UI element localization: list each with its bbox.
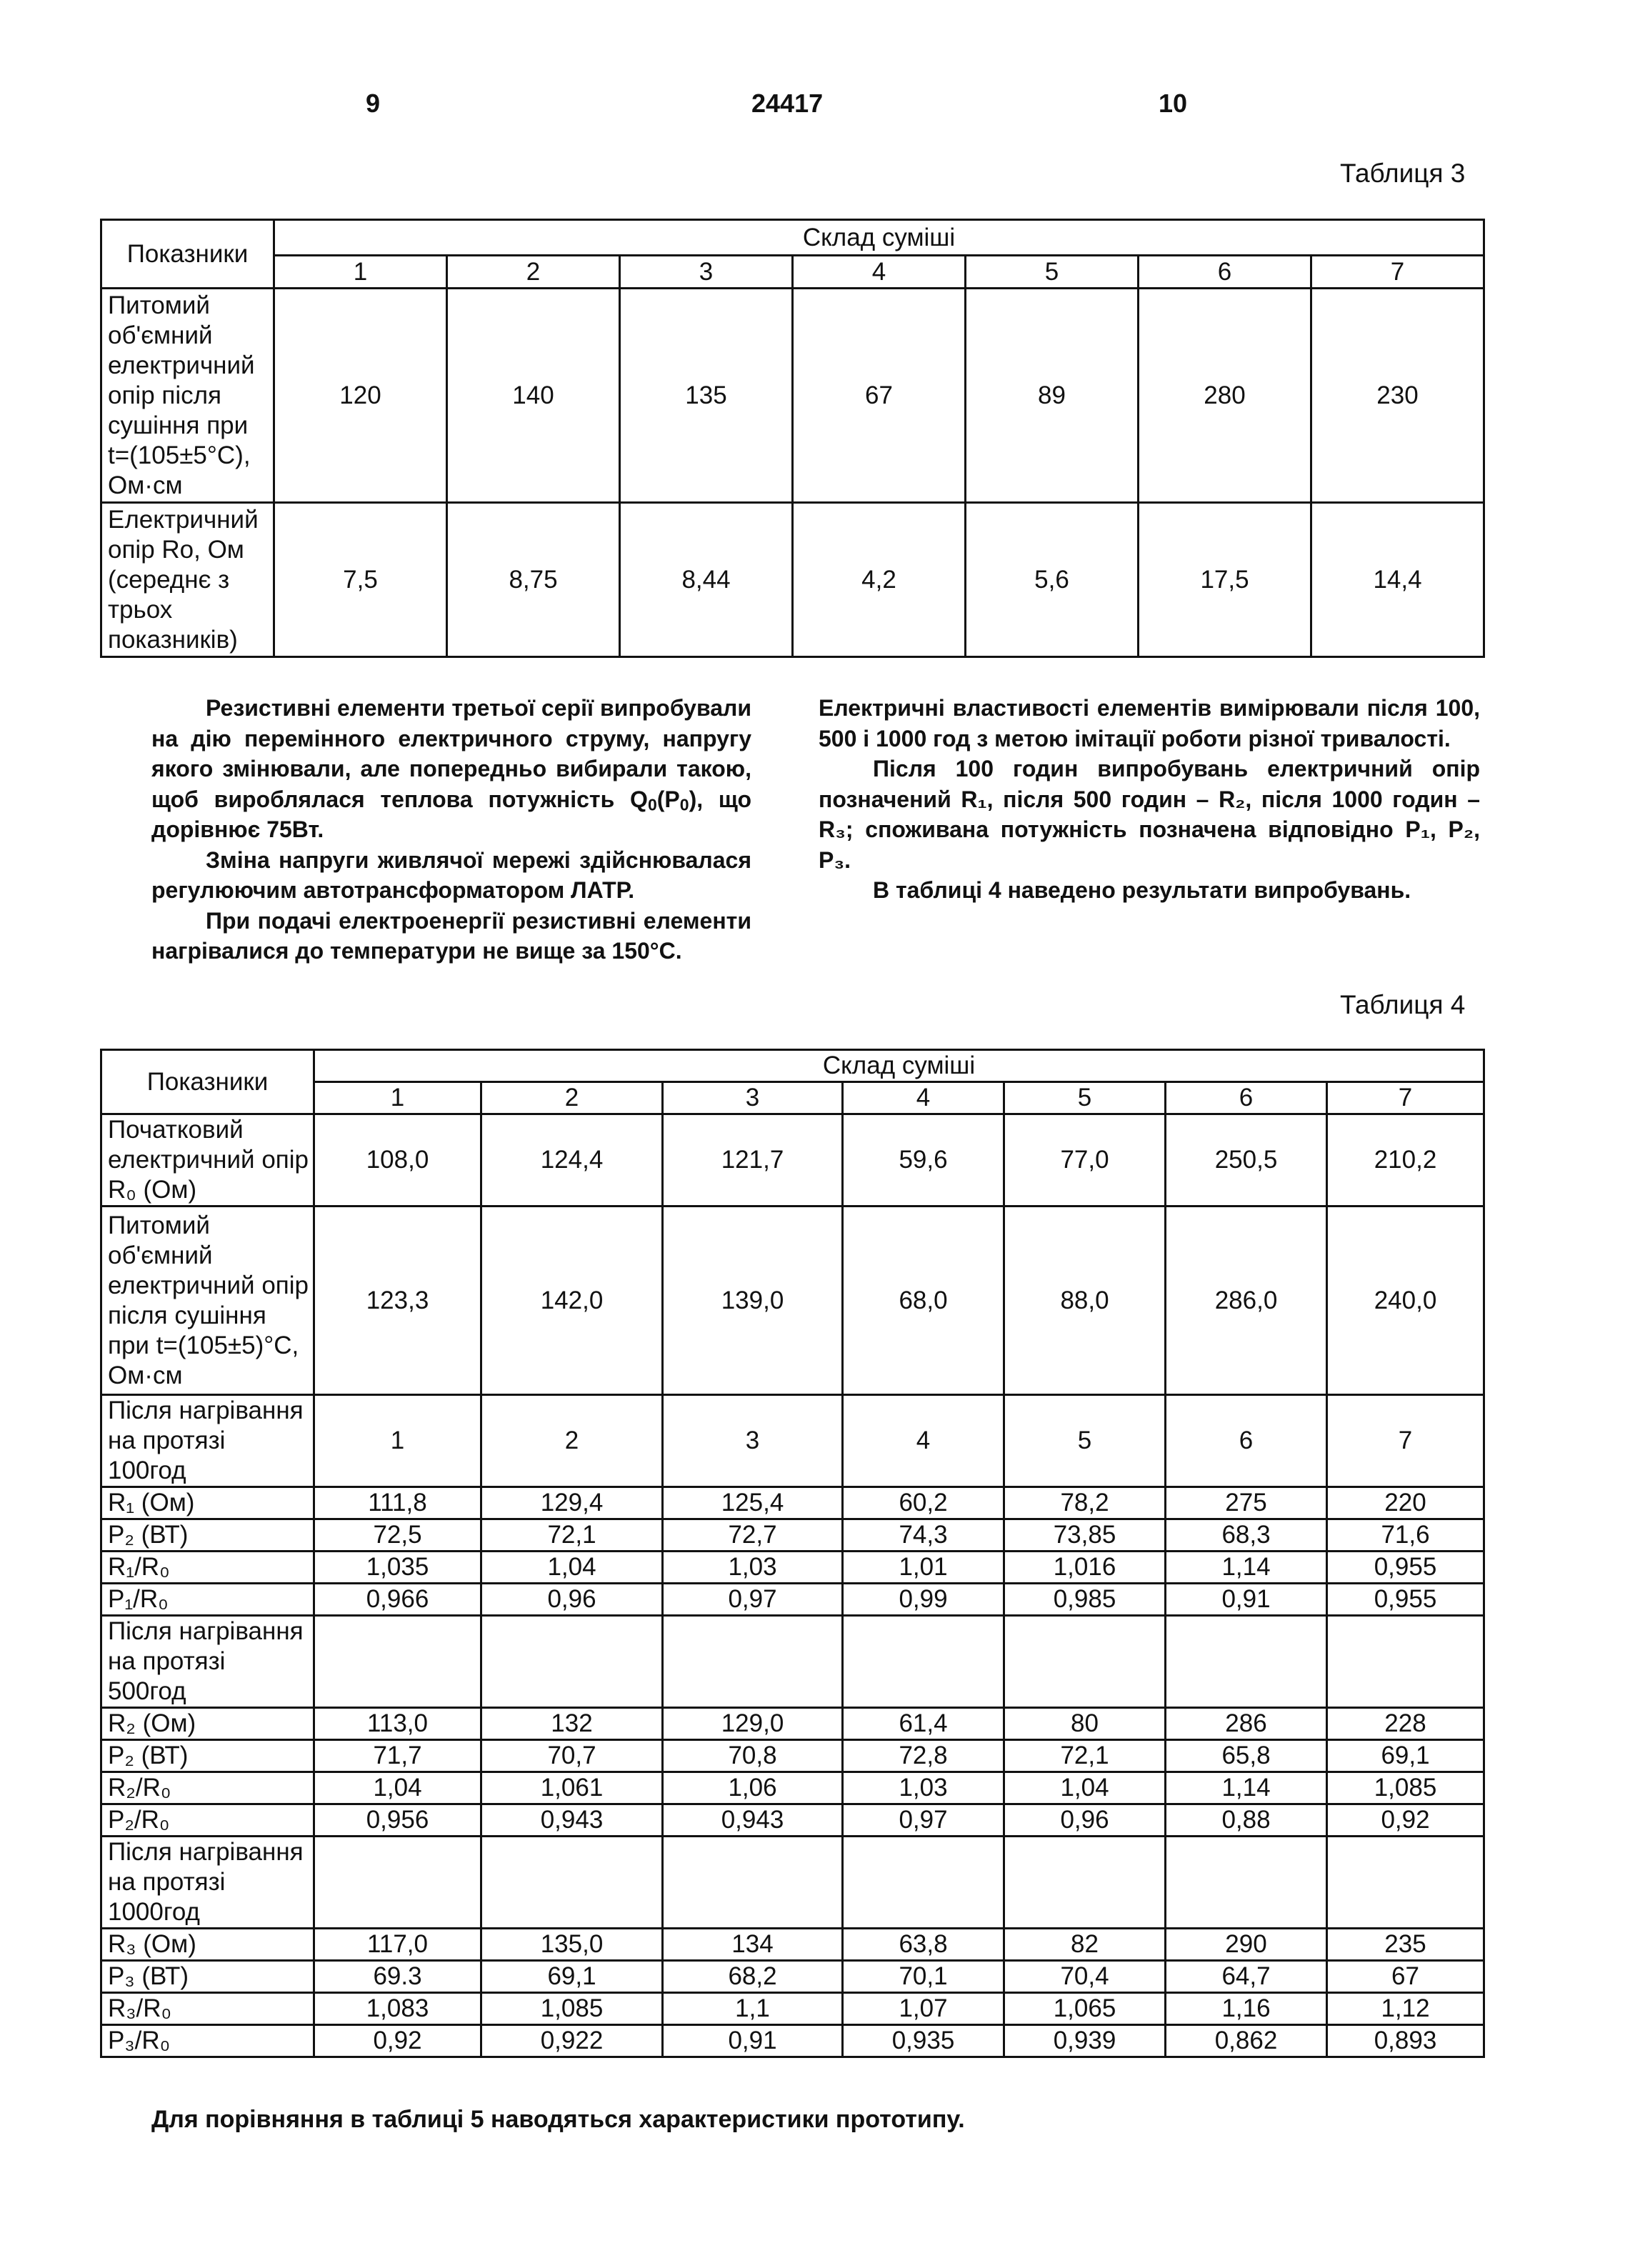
table4-cell	[1166, 1837, 1327, 1929]
table4-cell: 68,2	[663, 1961, 843, 1993]
paragraph-text: (P	[656, 786, 680, 812]
table4-cell: 78,2	[1004, 1487, 1166, 1519]
table4-cell: 0,96	[481, 1584, 663, 1616]
subscript: 0	[679, 795, 689, 814]
table4-cell: 69,1	[481, 1961, 663, 1993]
table4-row	[101, 1961, 1484, 1993]
table4-col-header: 5	[1004, 1082, 1166, 1114]
table4-cell: 286	[1166, 1708, 1327, 1740]
table4-cell: 290	[1166, 1929, 1327, 1961]
table4-cell: 124,4	[481, 1114, 663, 1207]
table4-row	[101, 1929, 1484, 1961]
table4-cell: 0,91	[663, 2025, 843, 2057]
table4-cell	[1327, 1616, 1484, 1708]
table4-cell: 0,96	[1004, 1804, 1166, 1837]
table4-cell: 88,0	[1004, 1207, 1166, 1395]
table4-cell: 64,7	[1166, 1961, 1327, 1993]
table4-row	[101, 1804, 1484, 1837]
table4-cell	[663, 1616, 843, 1708]
table4-cell: 123,3	[314, 1207, 481, 1395]
table4-cell: 1,04	[1004, 1772, 1166, 1804]
table4-cell: 142,0	[481, 1207, 663, 1395]
table4-row-label: R₂/R₀	[101, 1772, 314, 1804]
page-number-right: 10	[1159, 89, 1188, 118]
table4-cell: 72,7	[663, 1519, 843, 1552]
table3-cell: 5,6	[966, 503, 1139, 657]
table4-cell	[314, 1837, 481, 1929]
table4-cell: 1,04	[481, 1552, 663, 1584]
paragraph: Зміна напруги живлячої мережі здійснювалася регулюючим автотрансформатором ЛАТР.	[151, 846, 751, 903]
table4-cell: 0,92	[1327, 1804, 1484, 1837]
table4-row-label: P₃/R₀	[101, 2025, 314, 2057]
table4-row-label: Після нагрівання на протязі 100год	[101, 1395, 314, 1487]
table4-cell: 0,922	[481, 2025, 663, 2057]
table4-cell: 0,893	[1327, 2025, 1484, 2057]
table4-cell: 71,7	[314, 1740, 481, 1772]
table4-cell: 0,91	[1166, 1584, 1327, 1616]
patent-number: 24417	[751, 89, 824, 118]
paragraph: Після 100 годин випробувань електричний опір позначений R₁, після 500 годин – R₂, після 1000 годин – R₃; споживана потужність позначена відповідно P₁, P₂, P₃.	[819, 756, 1480, 873]
table4-cell: 1,14	[1166, 1772, 1327, 1804]
table3-cell: 135	[620, 289, 793, 503]
table4-cell	[481, 1837, 663, 1929]
table4-cell: 72,1	[481, 1519, 663, 1552]
paragraph: При подачі електроенергії резистивні елементи нагрівалися до температури не вище за 150°С.	[151, 907, 751, 964]
table4-row-label: Після нагрівання на протязі 500год	[101, 1616, 314, 1708]
text-column-right	[819, 693, 1480, 906]
table4-row	[101, 2025, 1484, 2057]
table4-cell: 1,03	[663, 1552, 843, 1584]
table4-cell: 1,061	[481, 1772, 663, 1804]
table4-cell: 235	[1327, 1929, 1484, 1961]
table4-col-header: 7	[1327, 1082, 1484, 1114]
table4-row-label: Питомий об'ємний електричний опір після сушіння при t=(105±5)°С, Ом·см	[101, 1207, 314, 1395]
table4-cell: 63,8	[843, 1929, 1004, 1961]
table3-cell: 140	[447, 289, 620, 503]
table4-cell: 68,0	[843, 1207, 1004, 1395]
table4-row-label: Початковий електричний опір R₀ (Ом)	[101, 1114, 314, 1207]
table4-cell: 70,7	[481, 1740, 663, 1772]
table4-cell: 60,2	[843, 1487, 1004, 1519]
table4-row	[101, 1207, 1484, 1395]
table4-row	[101, 1519, 1484, 1552]
table3-cell: 7,5	[274, 503, 447, 657]
table4-row	[101, 1740, 1484, 1772]
table3-indicators-header: Показники	[101, 220, 274, 289]
table4-cell: 0,935	[843, 2025, 1004, 2057]
table4-cell: 70,1	[843, 1961, 1004, 1993]
table3-cell: 89	[966, 289, 1139, 503]
table4-cell: 132	[481, 1708, 663, 1740]
table4-cell: 0,985	[1004, 1584, 1166, 1616]
table3-col-header: 2	[447, 256, 620, 289]
table4-cell: 1,035	[314, 1552, 481, 1584]
table4-cell: 70,4	[1004, 1961, 1166, 1993]
table4-cell: 134	[663, 1929, 843, 1961]
table4-row	[101, 1837, 1484, 1929]
table4-row-label: P₂/R₀	[101, 1804, 314, 1837]
table4-cell: 139,0	[663, 1207, 843, 1395]
table4-cell: 69.3	[314, 1961, 481, 1993]
table3-cell: 8,44	[620, 503, 793, 657]
table4-row-label: R₂ (Ом)	[101, 1708, 314, 1740]
table4-row-label: P₂ (ВТ)	[101, 1740, 314, 1772]
footer-note: Для порівняння в таблиці 5 наводяться характеристики прототипу.	[151, 2106, 965, 2133]
table4-cell: 1,016	[1004, 1552, 1166, 1584]
table4	[100, 1049, 1485, 2058]
table4-cell: 0,939	[1004, 2025, 1166, 2057]
table4-cell: 73,85	[1004, 1519, 1166, 1552]
table4-cell: 111,8	[314, 1487, 481, 1519]
table4-row	[101, 1114, 1484, 1207]
table4-row	[101, 1708, 1484, 1740]
table4-cell: 4	[843, 1395, 1004, 1487]
table4-cell: 7	[1327, 1395, 1484, 1487]
table4-cell: 1,085	[1327, 1772, 1484, 1804]
table3-cell: 120	[274, 289, 447, 503]
table4-cell: 0,943	[481, 1804, 663, 1837]
table4-cell: 275	[1166, 1487, 1327, 1519]
table4-cell: 72,5	[314, 1519, 481, 1552]
table4-cell: 0,88	[1166, 1804, 1327, 1837]
table3-col-header: 6	[1139, 256, 1311, 289]
table3-col-header: 3	[620, 256, 793, 289]
table4-cell	[663, 1837, 843, 1929]
table4-cell	[843, 1837, 1004, 1929]
table4-indicators-header: Показники	[101, 1050, 314, 1114]
table4-cell: 80	[1004, 1708, 1166, 1740]
table4-col-header: 4	[843, 1082, 1004, 1114]
table4-cell: 70,8	[663, 1740, 843, 1772]
table3-caption: Таблиця 3	[1340, 159, 1466, 188]
table4-cell: 71,6	[1327, 1519, 1484, 1552]
table4-col-header: 1	[314, 1082, 481, 1114]
table4-cell: 113,0	[314, 1708, 481, 1740]
table4-row-label: Після нагрівання на протязі 1000год	[101, 1837, 314, 1929]
table4-cell: 0,99	[843, 1584, 1004, 1616]
table4-cell	[1166, 1616, 1327, 1708]
table4-cell: 3	[663, 1395, 843, 1487]
table4-cell: 210,2	[1327, 1114, 1484, 1207]
table4-cell: 59,6	[843, 1114, 1004, 1207]
table4-row	[101, 1772, 1484, 1804]
table3-row	[101, 289, 1484, 503]
paragraph-text: Резистивні елементи третьої серії випробували на дію перемінного електричного струму, напругу якого змінювали, але попередньо вибирали такою, щоб вироблялася теплова потужність Q	[151, 695, 751, 812]
table4-row	[101, 1487, 1484, 1519]
table3-mixture-header: Склад суміші	[274, 220, 1484, 256]
table3-row	[101, 503, 1484, 657]
table4-cell: 135,0	[481, 1929, 663, 1961]
table4-cell: 129,0	[663, 1708, 843, 1740]
table4-cell: 0,943	[663, 1804, 843, 1837]
table4-cell: 72,1	[1004, 1740, 1166, 1772]
table3-cell: 8,75	[447, 503, 620, 657]
table4-cell: 1,06	[663, 1772, 843, 1804]
table4-cell: 1,01	[843, 1552, 1004, 1584]
table4-col-header: 6	[1166, 1082, 1327, 1114]
table3-cell: 17,5	[1139, 503, 1311, 657]
table4-row-label: P₂ (ВТ)	[101, 1519, 314, 1552]
table4-cell: 1	[314, 1395, 481, 1487]
table4-cell: 240,0	[1327, 1207, 1484, 1395]
subscript: 0	[647, 795, 657, 814]
table4-cell: 72,8	[843, 1740, 1004, 1772]
table4-row	[101, 1616, 1484, 1708]
table4-cell: 220	[1327, 1487, 1484, 1519]
table4-cell: 67	[1327, 1961, 1484, 1993]
table4-cell: 228	[1327, 1708, 1484, 1740]
table4-cell: 1,16	[1166, 1993, 1327, 2025]
table3-cell: 14,4	[1311, 503, 1484, 657]
table4-cell	[1327, 1837, 1484, 1929]
table4-cell	[1004, 1616, 1166, 1708]
table4-cell	[843, 1616, 1004, 1708]
table3-row-label: Електричний опір Ro, Ом (середнє з трьох показників)	[101, 503, 274, 657]
table4-cell: 1,1	[663, 1993, 843, 2025]
table4-row	[101, 1584, 1484, 1616]
table4-cell	[314, 1616, 481, 1708]
table4-row-label: R₁ (Ом)	[101, 1487, 314, 1519]
table4-cell: 125,4	[663, 1487, 843, 1519]
table4-cell: 1,14	[1166, 1552, 1327, 1584]
table4-cell: 69,1	[1327, 1740, 1484, 1772]
table4-cell: 0,955	[1327, 1584, 1484, 1616]
table4-cell: 0,97	[843, 1804, 1004, 1837]
table4-cell: 1,12	[1327, 1993, 1484, 2025]
table4-cell: 121,7	[663, 1114, 843, 1207]
table4-row-label: R₁/R₀	[101, 1552, 314, 1584]
text-column-left	[151, 693, 751, 966]
table4-row	[101, 1993, 1484, 2025]
table3-cell: 67	[793, 289, 966, 503]
table3-col-header: 5	[966, 256, 1139, 289]
table4-cell: 117,0	[314, 1929, 481, 1961]
table4-cell: 129,4	[481, 1487, 663, 1519]
table4-cell	[1004, 1837, 1166, 1929]
table3	[100, 219, 1485, 658]
table4-cell: 108,0	[314, 1114, 481, 1207]
table4-cell: 2	[481, 1395, 663, 1487]
table4-cell	[481, 1616, 663, 1708]
table3-cell: 230	[1311, 289, 1484, 503]
table4-cell: 5	[1004, 1395, 1166, 1487]
table4-cell: 77,0	[1004, 1114, 1166, 1207]
table4-cell: 1,065	[1004, 1993, 1166, 2025]
table4-col-header: 2	[481, 1082, 663, 1114]
page-number-left: 9	[366, 89, 381, 118]
table4-row-label: R₃ (Ом)	[101, 1929, 314, 1961]
table3-col-header: 4	[793, 256, 966, 289]
table4-cell: 1,085	[481, 1993, 663, 2025]
table4-row-label: P₁/R₀	[101, 1584, 314, 1616]
table4-mixture-header: Склад суміші	[314, 1050, 1484, 1082]
table4-cell: 1,083	[314, 1993, 481, 2025]
paragraph: Електричні властивості елементів вимірювали після 100, 500 і 1000 год з метою імітації роботи різної тривалості.	[819, 695, 1480, 751]
table4-cell: 1,03	[843, 1772, 1004, 1804]
table3-cell: 280	[1139, 289, 1311, 503]
paragraph-text: ), що дорівнює 75Вт.	[151, 786, 752, 842]
table4-cell: 65,8	[1166, 1740, 1327, 1772]
table4-cell: 250,5	[1166, 1114, 1327, 1207]
table4-row-label: R₃/R₀	[101, 1993, 314, 2025]
table4-row	[101, 1552, 1484, 1584]
table4-cell: 0,956	[314, 1804, 481, 1837]
table4-cell: 286,0	[1166, 1207, 1327, 1395]
table4-row-label: P₃ (ВТ)	[101, 1961, 314, 1993]
paragraph: В таблиці 4 наведено результати випробувань.	[873, 877, 1411, 903]
table4-cell: 0,966	[314, 1584, 481, 1616]
table4-cell: 6	[1166, 1395, 1327, 1487]
table3-col-header: 1	[274, 256, 447, 289]
table4-cell: 1,07	[843, 1993, 1004, 2025]
table4-row	[101, 1395, 1484, 1487]
table4-cell: 61,4	[843, 1708, 1004, 1740]
table3-row-label: Питомий об'ємний електричний опір після сушіння при t=(105±5°С), Ом·см	[101, 289, 274, 503]
table4-cell: 0,92	[314, 2025, 481, 2057]
paragraph	[151, 693, 751, 845]
table4-cell: 68,3	[1166, 1519, 1327, 1552]
table4-cell: 0,862	[1166, 2025, 1327, 2057]
table4-cell: 1,04	[314, 1772, 481, 1804]
table4-col-header: 3	[663, 1082, 843, 1114]
table3-cell: 4,2	[793, 503, 966, 657]
table4-caption: Таблиця 4	[1340, 990, 1466, 1019]
table4-cell: 82	[1004, 1929, 1166, 1961]
table4-cell: 74,3	[843, 1519, 1004, 1552]
table4-cell: 0,955	[1327, 1552, 1484, 1584]
table4-cell: 0,97	[663, 1584, 843, 1616]
table3-col-header: 7	[1311, 256, 1484, 289]
